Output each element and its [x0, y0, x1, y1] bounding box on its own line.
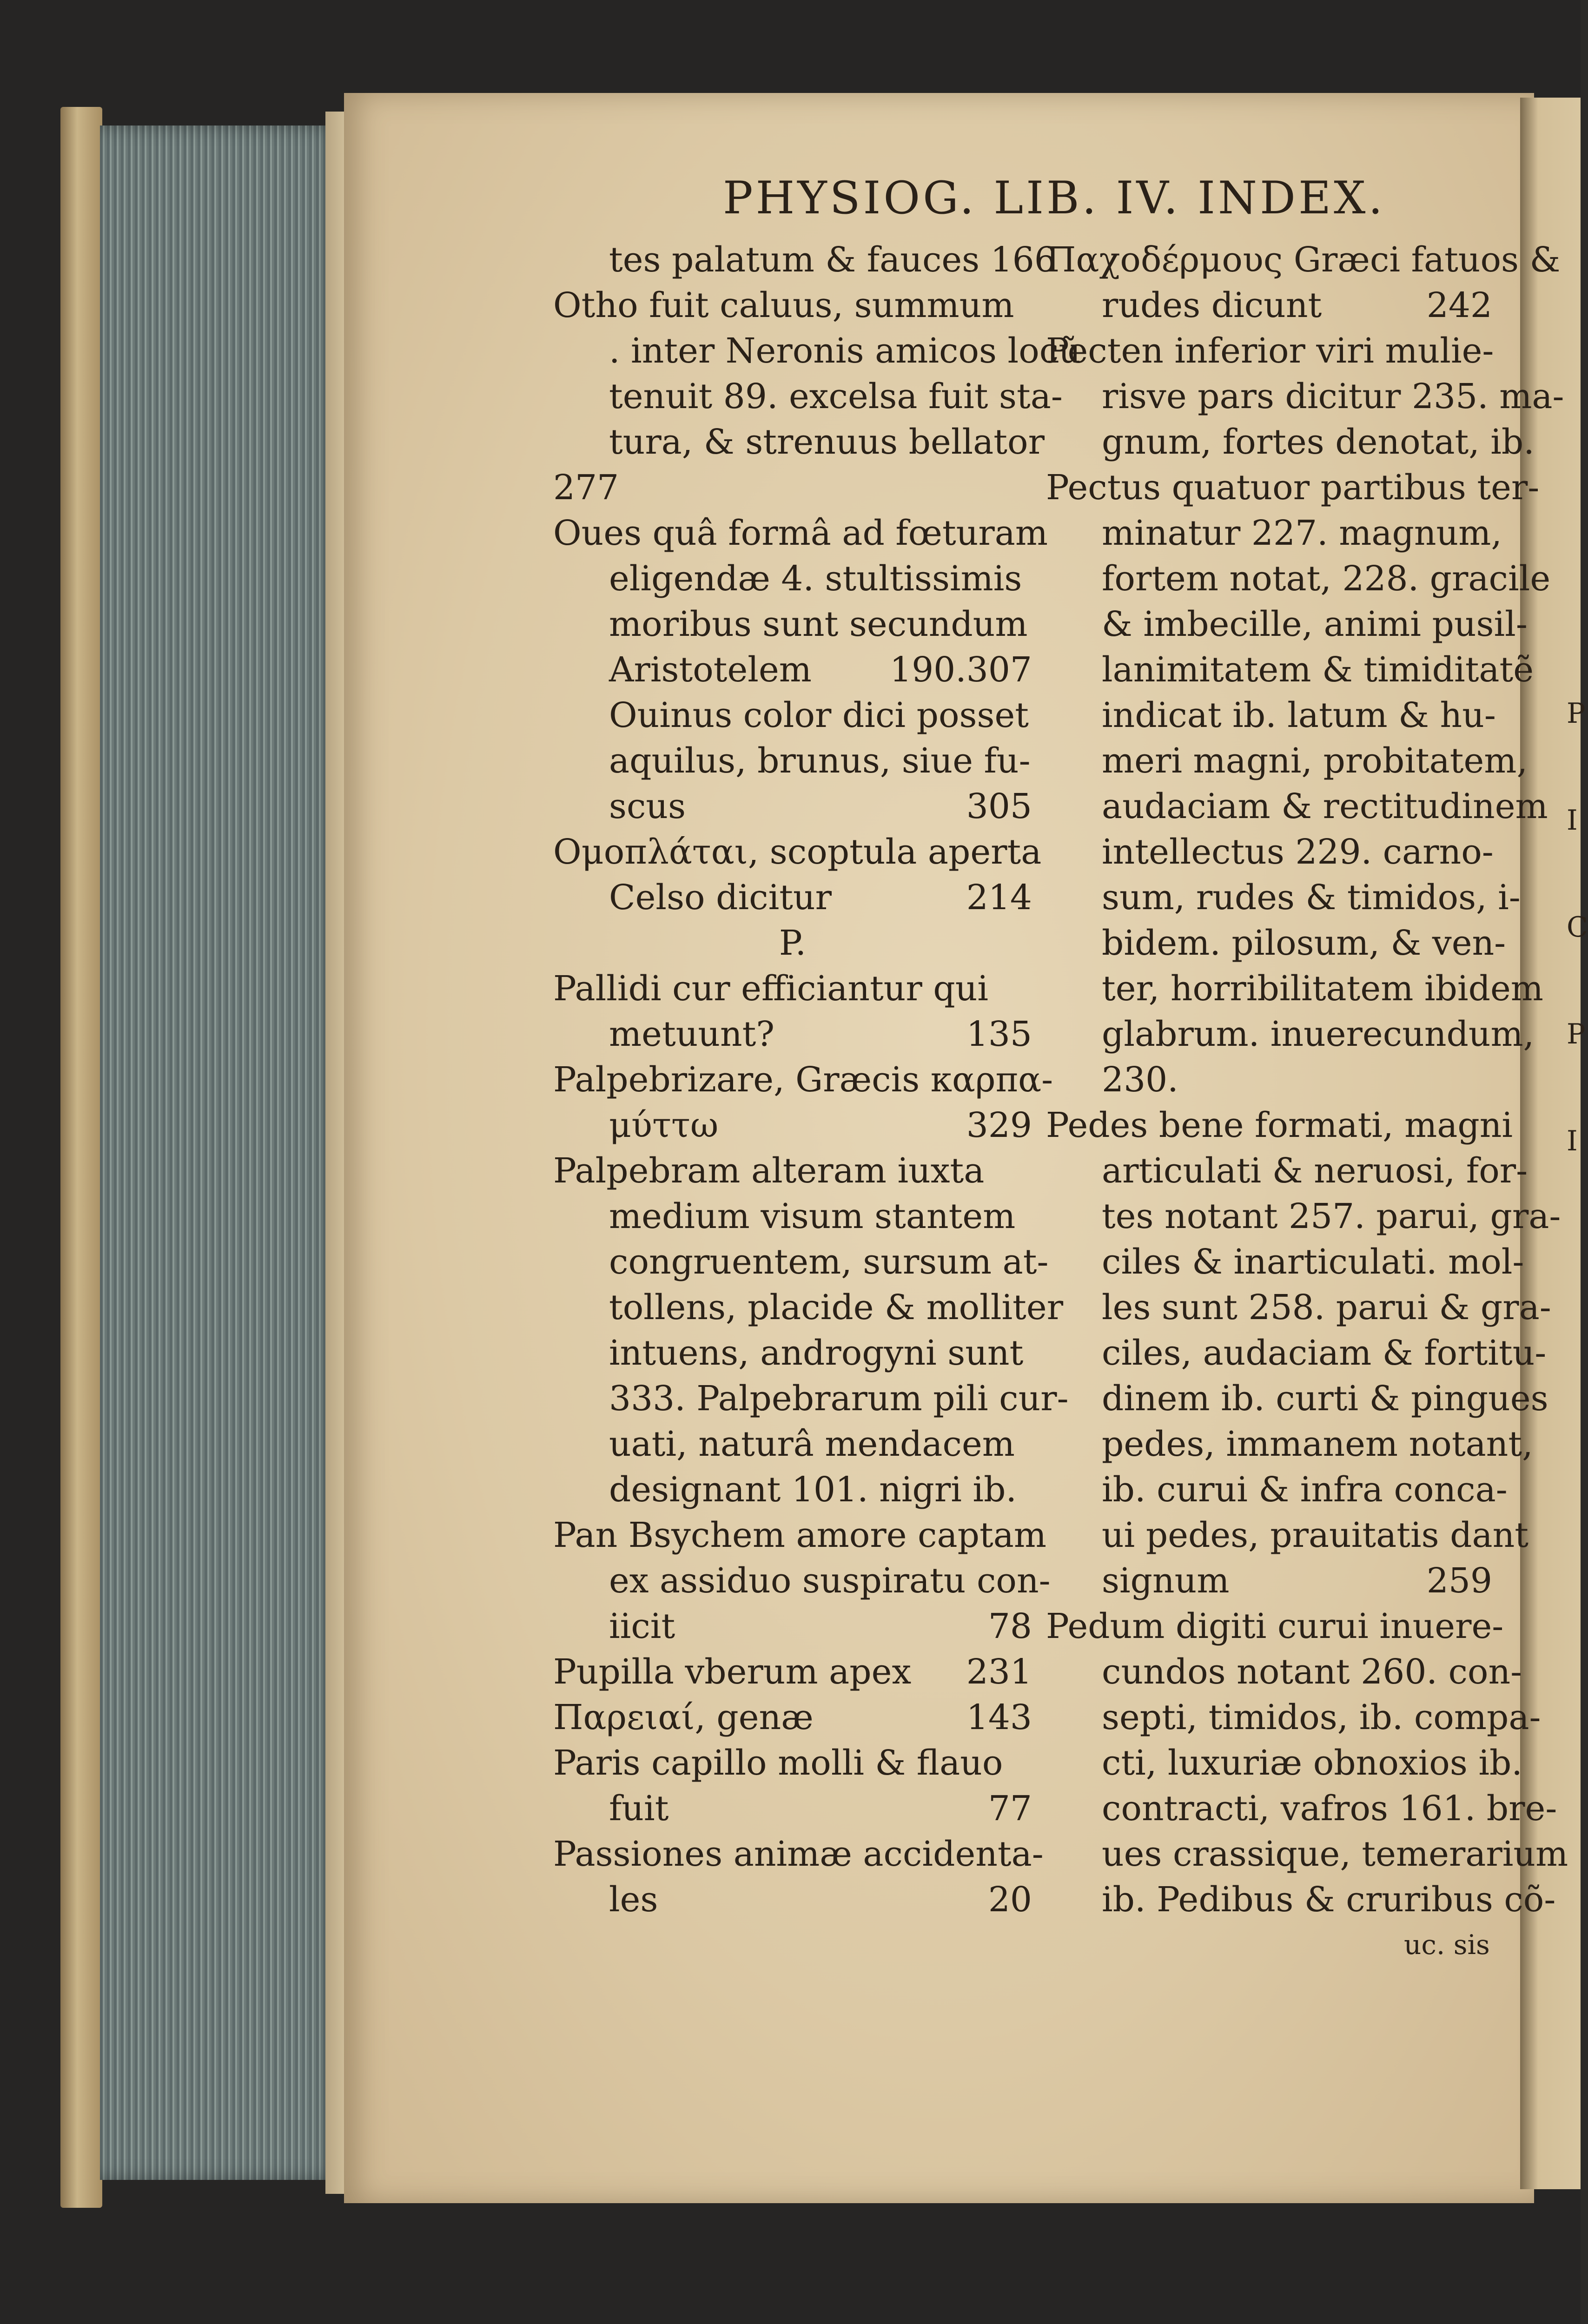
index-entry-line	[1046, 1239, 1524, 1285]
entry-text: meri magni, probitatem,	[1102, 741, 1528, 781]
index-entry-line	[553, 419, 1045, 465]
index-entry-line	[1046, 647, 1534, 693]
entry-text: fuit	[609, 1789, 669, 1829]
index-entry-line	[553, 920, 1032, 966]
index-column-left	[553, 237, 1081, 1922]
index-entry-line	[1046, 1740, 1522, 1786]
entry-text: les	[609, 1880, 658, 1920]
entry-text: 230.	[1102, 1060, 1178, 1100]
entry-text: tes palatum & fauces 166	[609, 240, 1056, 280]
entry-text: ues crassique, temerarium	[1102, 1834, 1568, 1874]
facing-page-letter: C	[1567, 911, 1588, 944]
entry-text: ui pedes, prauitatis dant	[1102, 1515, 1529, 1555]
index-entry-line	[553, 1239, 1049, 1285]
entry-text: uati, naturâ mendacem	[609, 1424, 1015, 1464]
index-entry-line	[1046, 328, 1492, 374]
entry-text: sum, rudes & timidos, i-	[1102, 878, 1521, 918]
entry-text: pedes, immanem notant,	[1102, 1424, 1533, 1464]
index-entry-line	[1046, 1831, 1568, 1877]
page-reference: 242	[1426, 285, 1492, 325]
entry-text: μύττω	[609, 1105, 719, 1145]
entry-text: Palpebram alteram iuxta	[553, 1151, 985, 1191]
page-header: PHYSIOG. LIB. IV. INDEX.	[723, 172, 1385, 224]
entry-text: . inter Neronis amicos locũ	[609, 331, 1081, 371]
page-reference: 135	[966, 1014, 1032, 1054]
entry-text: Passiones animæ accidenta-	[553, 1834, 1044, 1874]
index-entry-line	[1046, 1285, 1551, 1330]
index-entry-line	[1046, 738, 1528, 784]
index-entry-line	[553, 1512, 1047, 1558]
facing-page-letter: P	[1567, 697, 1586, 730]
entry-text: Oues quâ formâ ad fœturam	[553, 513, 1048, 553]
index-entry-line	[553, 784, 1032, 829]
entry-text: dinem ib. curti & pingues	[1102, 1379, 1548, 1419]
entry-text: intellectus 229. carno-	[1102, 832, 1494, 872]
entry-text: tenuit 89. excelsa fuit sta-	[609, 376, 1063, 416]
entry-text: Pecten inferior viri mulie-	[1046, 331, 1494, 371]
index-entry-line	[1046, 1194, 1561, 1239]
entry-text: risve pars dicitur 235. ma-	[1102, 376, 1564, 416]
index-entry-line	[553, 328, 1081, 374]
index-entry-line	[1046, 920, 1506, 966]
index-entry-line	[1046, 1011, 1535, 1057]
index-entry-line	[1046, 556, 1551, 601]
page-reference: 329	[966, 1105, 1032, 1145]
index-entry-line	[553, 829, 1042, 875]
entry-text: Celso dicitur	[609, 878, 832, 918]
index-entry-line	[553, 1786, 1032, 1831]
entry-text: & imbecille, animi pusil-	[1102, 604, 1528, 644]
entry-text: designant 101. nigri ib.	[609, 1470, 1017, 1510]
facing-page-letters	[1567, 697, 1588, 1232]
entry-text: Pectus quatuor partibus ter-	[1046, 468, 1540, 508]
index-entry-line	[1046, 1057, 1492, 1103]
page-reference: 20	[988, 1880, 1032, 1920]
entry-text: articulati & neruosi, for-	[1102, 1151, 1528, 1191]
index-entry-line	[1046, 829, 1492, 875]
entry-text: signum	[1102, 1561, 1230, 1601]
index-entry-line	[1046, 1421, 1533, 1467]
index-entry-line	[553, 1558, 1051, 1604]
index-entry-line	[553, 966, 1032, 1011]
index-entry-line	[1046, 1604, 1504, 1649]
book-cover-edge	[60, 107, 102, 2208]
entry-text: ib. Pedibus & cruribus cõ-	[1102, 1880, 1556, 1920]
entry-text: ter, horribilitatem ibidem	[1102, 969, 1543, 1009]
entry-text: ib. curui & infra conca-	[1102, 1470, 1508, 1510]
index-entry-line	[553, 1877, 1032, 1922]
catchword: uc. sis	[1404, 1929, 1490, 1961]
index-entry-line	[553, 556, 1032, 601]
entry-text: 277	[553, 468, 619, 508]
page-reference: 305	[966, 786, 1032, 826]
index-entry-line	[1046, 875, 1521, 920]
page-reference: 143	[966, 1697, 1032, 1737]
index-entry-line	[1046, 1148, 1528, 1194]
entry-text: aquilus, brunus, siue fu-	[609, 741, 1031, 781]
index-entry-line	[553, 1011, 1032, 1057]
index-entry-line	[1046, 237, 1561, 283]
entry-text: audaciam & rectitudinem	[1102, 786, 1548, 826]
index-entry-line	[1046, 1786, 1557, 1831]
page-reference: 231	[966, 1652, 1032, 1692]
entry-text: Ouinus color dici posset	[609, 695, 1029, 735]
entry-text: fortem notat, 228. gracile	[1102, 559, 1551, 599]
index-entry-line	[553, 1148, 1032, 1194]
index-entry-line	[553, 647, 1032, 693]
entry-text: ex assiduo suspiratu con-	[609, 1561, 1051, 1601]
entry-text: congruentem, sursum at-	[609, 1242, 1049, 1282]
index-entry-line	[553, 875, 1032, 920]
page-block-edges	[100, 125, 342, 2180]
entry-text: ciles, audaciam & fortitu-	[1102, 1333, 1547, 1373]
index-entry-line	[553, 1330, 1032, 1376]
entry-text: P.	[779, 923, 807, 963]
index-entry-line	[553, 1649, 1032, 1695]
entry-text: tes notant 257. parui, gra-	[1102, 1196, 1561, 1236]
entry-text: Παρειαί, genæ	[553, 1697, 814, 1737]
entry-text: Aristotelem	[609, 650, 812, 690]
index-entry-line	[1046, 374, 1564, 419]
index-entry-line	[553, 1103, 1032, 1148]
entry-text: Pupilla vberum apex	[553, 1652, 912, 1692]
index-entry-line	[553, 1467, 1032, 1512]
entry-text: bidem. pilosum, & ven-	[1102, 923, 1506, 963]
index-entry-line	[1046, 283, 1492, 328]
index-entry-line	[553, 1194, 1032, 1239]
facing-page-letter: P	[1567, 1018, 1586, 1050]
page-reference: 214	[966, 878, 1032, 918]
entry-text: lanimitatem & timiditatẽ	[1102, 650, 1534, 690]
index-entry-line	[553, 1421, 1032, 1467]
index-entry-line	[553, 283, 1032, 328]
index-entry-line	[1046, 1877, 1556, 1922]
index-entry-line	[553, 1740, 1032, 1786]
entry-text: glabrum. inuerecundum,	[1102, 1014, 1535, 1054]
index-entry-line	[553, 1376, 1069, 1421]
index-entry-line	[1046, 1558, 1492, 1604]
index-entry-line	[1046, 465, 1540, 510]
entry-text: Paris capillo molli & flauo	[553, 1743, 1003, 1783]
entry-text: septi, timidos, ib. compa-	[1102, 1697, 1541, 1737]
index-entry-line	[553, 1057, 1053, 1103]
entry-text: Ομοπλάται, scoptula aperta	[553, 832, 1042, 872]
index-entry-line	[1046, 1649, 1522, 1695]
index-entry-line	[553, 1604, 1032, 1649]
entry-text: Παχοδέρμους Græci fatuos &	[1046, 240, 1561, 280]
page-reference: 77	[988, 1789, 1032, 1829]
index-entry-line	[553, 510, 1048, 556]
entry-text: Otho fuit caluus, summum	[553, 285, 1014, 325]
entry-text: indicat ib. latum & hu-	[1102, 695, 1496, 735]
index-entry-line	[1046, 1467, 1508, 1512]
index-entry-line	[1046, 419, 1535, 465]
entry-text: Pan Bsychem amore captam	[553, 1515, 1047, 1555]
index-entry-line	[553, 693, 1032, 738]
index-entry-line	[553, 237, 1056, 283]
index-entry-line	[553, 738, 1032, 784]
index-entry-line	[553, 601, 1032, 647]
entry-text: ciles & inarticulati. mol-	[1102, 1242, 1524, 1282]
entry-text: eligendæ 4. stultissimis	[609, 559, 1022, 599]
index-entry-line	[1046, 510, 1502, 556]
page-reference: 190.307	[889, 650, 1032, 690]
entry-text: metuunt?	[609, 1014, 775, 1054]
entry-text: Pallidi cur efficiantur qui	[553, 969, 989, 1009]
entry-text: intuens, androgyni sunt	[609, 1333, 1024, 1373]
facing-page-letter: I	[1567, 1125, 1578, 1157]
index-entry-line	[553, 374, 1063, 419]
index-entry-line	[1046, 1695, 1541, 1740]
entry-text: contracti, vafros 161. bre-	[1102, 1789, 1557, 1829]
entry-text: rudes dicunt	[1102, 285, 1322, 325]
index-entry-line	[553, 465, 1032, 510]
index-entry-line	[553, 1285, 1064, 1330]
entry-text: 333. Palpebrarum pili cur-	[609, 1379, 1069, 1419]
index-entry-line	[1046, 784, 1548, 829]
page-reference: 78	[988, 1606, 1032, 1646]
entry-text: Palpebrizare, Græcis καρπα-	[553, 1060, 1053, 1100]
page-reference: 259	[1426, 1561, 1492, 1601]
index-entry-line	[1046, 1376, 1548, 1421]
entry-text: cundos notant 260. con-	[1102, 1652, 1522, 1692]
entry-text: medium visum stantem	[609, 1196, 1016, 1236]
facing-page-letter: I	[1567, 804, 1578, 837]
index-entry-line	[1046, 693, 1496, 738]
index-entry-line	[553, 1695, 1032, 1740]
entry-text: iicit	[609, 1606, 675, 1646]
entry-text: tollens, placide & molliter	[609, 1287, 1064, 1327]
index-entry-line	[1046, 1330, 1547, 1376]
entry-text: moribus sunt secundum	[609, 604, 1028, 644]
entry-text: cti, luxuriæ obnoxios ib.	[1102, 1743, 1522, 1783]
entry-text: Pedum digiti curui inuere-	[1046, 1606, 1504, 1646]
entry-text: minatur 227. magnum,	[1102, 513, 1502, 553]
entry-text: scus	[609, 786, 686, 826]
entry-text: Pedes bene formati, magni	[1046, 1105, 1513, 1145]
index-column-right	[1046, 237, 1568, 1922]
index-entry-line	[1046, 1512, 1529, 1558]
entry-text: gnum, fortes denotat, ib.	[1102, 422, 1535, 462]
index-entry-line	[1046, 966, 1543, 1011]
index-entry-line	[553, 1831, 1044, 1877]
entry-text: tura, & strenuus bellator	[609, 422, 1045, 462]
index-entry-line	[1046, 601, 1528, 647]
index-entry-line	[1046, 1103, 1513, 1148]
entry-text: les sunt 258. parui & gra-	[1102, 1287, 1551, 1327]
